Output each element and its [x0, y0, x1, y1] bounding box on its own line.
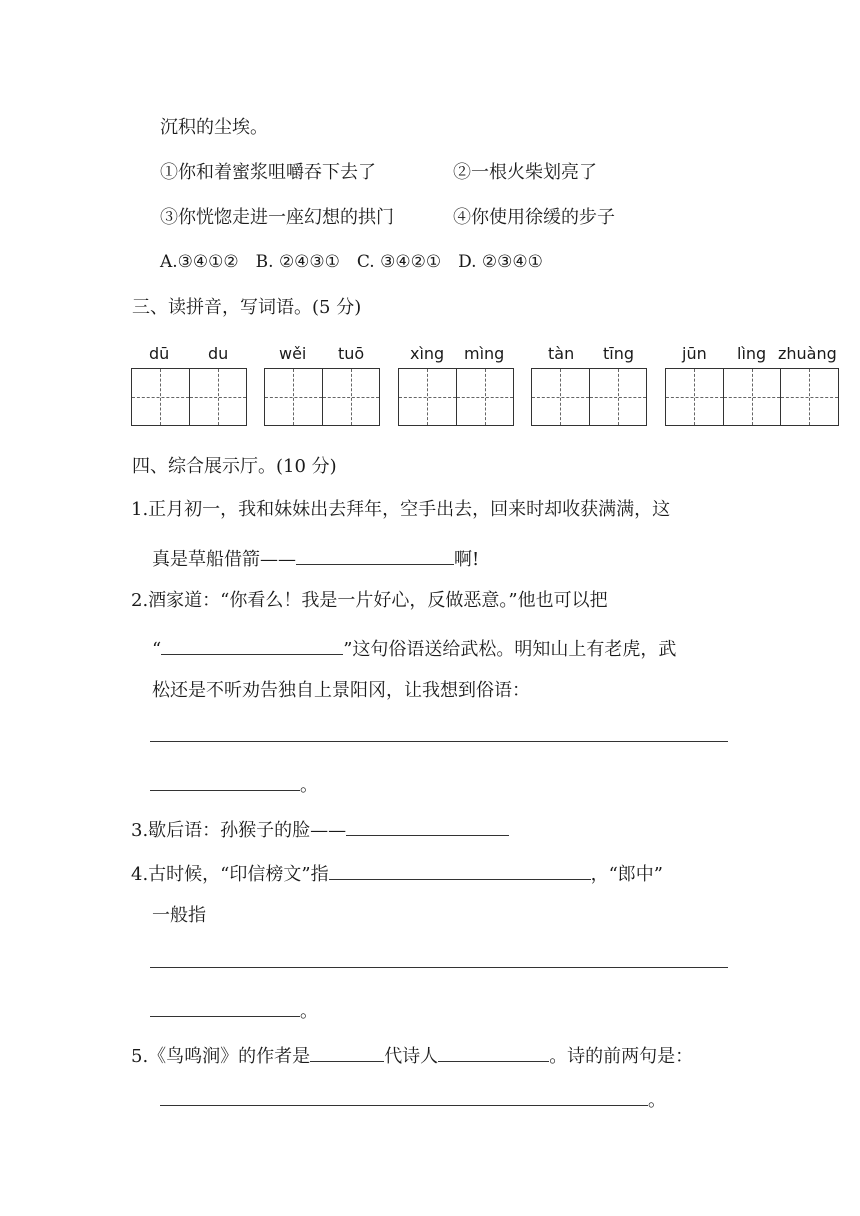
writing-grid[interactable] [531, 368, 647, 426]
writing-grid[interactable] [398, 368, 514, 426]
grid-cell[interactable] [666, 369, 723, 425]
grid-cell[interactable] [132, 369, 189, 425]
q5-line2 [160, 1088, 666, 1110]
q2-proverb-blank[interactable] [161, 637, 343, 655]
q5-period: 。 [648, 1090, 666, 1111]
option-2: ②一根火柴划亮了 [453, 162, 597, 183]
grid-cell[interactable] [723, 369, 781, 425]
q4-text-2: ，“郎中” [590, 864, 663, 885]
pinyin: tàn [548, 344, 575, 363]
q4-line4 [150, 999, 318, 1021]
q1-line1: 1.正月初一，我和妹妹出去拜年，空手出去，回来时却收获满满，这 [131, 499, 671, 520]
grid-cell[interactable] [265, 369, 322, 425]
q1-prefix: 真是草船借箭—— [152, 549, 296, 570]
q2-line2 [152, 637, 676, 659]
answer-choices: A.③④①② B. ②④③① C. ③④②① D. ②③④① [160, 252, 543, 272]
q5-text-2: 代诗人 [384, 1046, 439, 1067]
q5-dynasty-blank[interactable] [310, 1044, 384, 1062]
pinyin: xìng [410, 344, 445, 363]
q3-text: 3.歇后语：孙猴子的脸—— [131, 820, 347, 841]
grid-cell[interactable] [780, 369, 838, 425]
q2-answer-line[interactable] [150, 741, 728, 742]
q1-answer-blank[interactable] [296, 547, 454, 565]
q1-suffix: 啊! [454, 549, 480, 570]
section-3-title: 三、读拼音，写词语。(5 分) [132, 297, 362, 318]
q2-line3: 松还是不听劝告独自上景阳冈，让我想到俗语： [152, 680, 530, 701]
pinyin: mìng [464, 344, 505, 363]
q2-open-quote: “ [152, 639, 162, 660]
question-continuation-text: 沉积的尘埃。 [160, 117, 268, 138]
writing-grid[interactable] [665, 368, 839, 426]
writing-grid[interactable] [131, 368, 247, 426]
option-4: ④你使用徐缓的步子 [453, 207, 615, 228]
pinyin: tuō [338, 344, 365, 363]
pinyin: zhuàng [778, 344, 837, 363]
q2-line2-text: ”这句俗语送给武松。明知山上有老虎，武 [343, 639, 677, 660]
q4-text: 4.古时候，“印信榜文”指 [131, 864, 329, 885]
q4-period: 。 [300, 1001, 318, 1022]
q1-line2 [152, 547, 479, 569]
section-4-title: 四、综合展示厅。(10 分) [132, 456, 337, 477]
grid-cell[interactable] [456, 369, 514, 425]
q5-line1 [131, 1044, 693, 1066]
q5-text: 5.《鸟鸣涧》的作者是 [131, 1046, 311, 1067]
q4-answer-line[interactable] [150, 967, 728, 968]
pinyin: tīng [603, 344, 635, 363]
q4-answer-blank-2[interactable] [150, 999, 300, 1017]
pinyin: wěi [279, 344, 307, 363]
q2-period: 。 [300, 775, 318, 796]
grid-cell[interactable] [399, 369, 456, 425]
grid-cell[interactable] [189, 369, 247, 425]
q4-answer-blank-1[interactable] [329, 862, 591, 880]
q5-text-3: 。诗的前两句是： [549, 1046, 694, 1067]
option-3: ③你恍惚走进一座幻想的拱门 [160, 207, 394, 228]
grid-cell[interactable] [589, 369, 647, 425]
grid-cell[interactable] [322, 369, 380, 425]
grid-cell[interactable] [532, 369, 589, 425]
q5-poet-blank[interactable] [438, 1044, 549, 1062]
q3-line [131, 818, 509, 840]
writing-grid[interactable] [264, 368, 380, 426]
q3-answer-blank[interactable] [346, 818, 509, 836]
q5-poem-blank[interactable] [160, 1088, 648, 1106]
q2-answer-blank[interactable] [150, 773, 300, 791]
q2-line5 [150, 773, 318, 795]
pinyin: du [208, 344, 229, 363]
q2-line1: 2.酒家道：“你看么！我是一片好心，反做恶意。”他也可以把 [131, 590, 608, 611]
pinyin: dū [149, 344, 170, 363]
q4-line1 [131, 862, 663, 884]
q4-line2: 一般指 [152, 905, 206, 926]
option-1: ①你和着蜜浆咀嚼吞下去了 [160, 162, 376, 183]
pinyin: jūn [682, 344, 707, 363]
pinyin: lìng [737, 344, 767, 363]
